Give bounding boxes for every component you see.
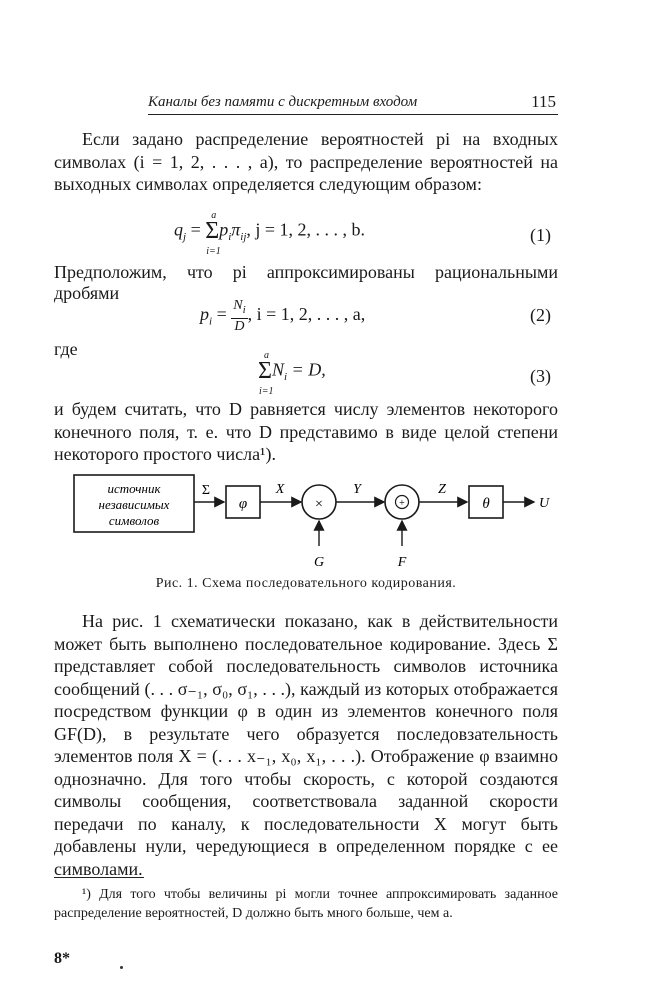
signal-x: X — [275, 482, 285, 497]
paragraph-5: На рис. 1 схематически показано, как в действительности может быть выполнено последовательное кодирование. Здесь Σ представляет собой последовательность символов источника сообщений (. . . σ₋₁, σ₀, σ₁, . . .), каждый из которых отображается посредством функции φ в один из элементов конечного поля GF(D), в результате чего образуется последовзательность элементов поля X = (. . . x₋₁, x₀, x₁, . . .). Отображение φ взаимно однозначно. Для того чтобы скорость, с которой создаются символы сообщения, соответствовала заданной скорости передачи по каналу, к последовательности X могут быть добавлены нули, чередующиеся в определенном порядке с ее символами. — [54, 611, 558, 879]
signal-z: Z — [438, 482, 446, 497]
equation-2-number: (2) — [530, 305, 551, 325]
equation-2: $p_i$ = $\frac{N_i}{D}$ , i = 1, 2, . . . , a, — [200, 298, 366, 334]
source-label-3: символов — [108, 513, 160, 528]
theta-label: θ — [482, 496, 490, 512]
footnote-text: Для того чтобы величины pi могли точнее аппроксимировать заданное распределение вероятностей, D должно быть много больше, чем a. — [54, 887, 559, 921]
signature-mark: 8* — [54, 950, 70, 967]
equation-1: $q_j = \Sigma$ a i=1 $p_i\pi_{ij}$, j = 1, 2, . . . , b. — [174, 210, 366, 257]
input-f: F — [397, 555, 407, 570]
paragraph-3: где — [54, 339, 78, 359]
source-label-2: независимых — [98, 497, 170, 512]
running-title: Каналы без памяти с дискретным входом — [148, 94, 418, 110]
page-number: 115 — [531, 92, 556, 111]
print-dot — [120, 966, 123, 969]
equation-3: Σ a i=1 $N_i = D$, — [258, 350, 326, 397]
equation-1-number: (1) — [530, 225, 551, 245]
footnote-rule — [54, 877, 144, 878]
sigma-symbol: Σ — [258, 358, 272, 384]
paragraph-1: Если задано распределение вероятностей pi на входных символах (i = 1, 2, . . . , a), то распределение вероятностей на выходных символах определяется следующим образом: — [54, 129, 558, 194]
signal-y: Y — [353, 482, 361, 497]
sigma-symbol: Σ — [205, 218, 220, 244]
multiplier-symbol: × — [315, 497, 323, 512]
paragraph-2: Предположим, что pi аппроксимированы рациональными дробями — [54, 262, 558, 303]
fraction: $\frac{N_i}{D}$ — [233, 298, 246, 334]
signal-u: U — [538, 496, 550, 511]
adder-symbol: + — [399, 498, 405, 509]
figure-caption: Рис. 1. Схема последовательного кодирования. — [155, 576, 457, 591]
footnote — [54, 885, 558, 923]
equation-3-number: (3) — [530, 366, 551, 386]
encoding-diagram — [54, 462, 574, 572]
running-head — [148, 92, 558, 115]
paragraph-4: и будем считать, что D равняется числу элементов некоторого конечного поля, т. е. что D представимо в виде целой степени некоторого простого числа¹). — [54, 399, 558, 464]
footnote-mark: ¹) — [82, 887, 91, 902]
input-g: G — [313, 555, 325, 570]
source-label-1: источник — [107, 481, 161, 496]
signal-sigma: Σ — [201, 483, 211, 498]
phi-label: φ — [238, 496, 248, 512]
